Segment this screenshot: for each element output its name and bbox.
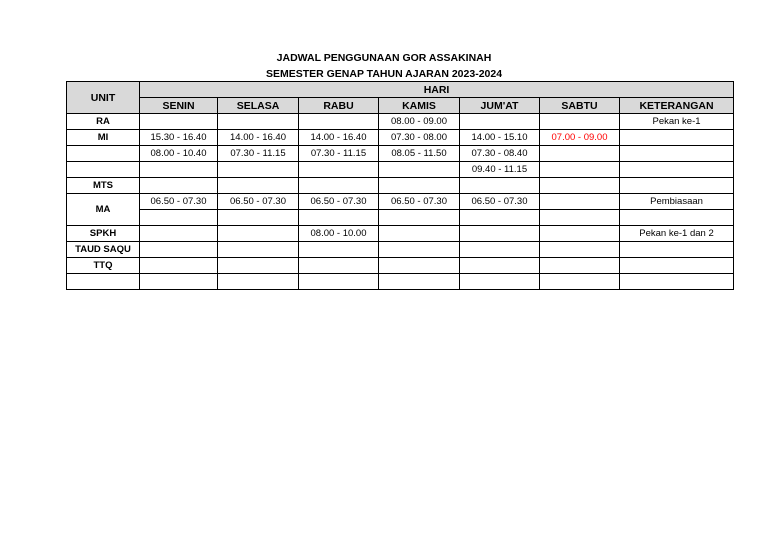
schedule-cell (140, 226, 218, 242)
unit-cell: MTS (67, 178, 140, 194)
table-row (67, 114, 734, 130)
unit-cell: TAUD SAQU (67, 242, 140, 258)
schedule-cell (460, 226, 540, 242)
note-cell (620, 210, 734, 226)
schedule-cell (460, 242, 540, 258)
schedule-cell: 08.05 - 11.50 (379, 146, 460, 162)
unit-cell (67, 162, 140, 178)
schedule-cell (460, 114, 540, 130)
schedule-cell (540, 242, 620, 258)
unit-cell: MI (67, 130, 140, 146)
schedule-cell (540, 178, 620, 194)
schedule-cell (540, 258, 620, 274)
schedule-cell (218, 162, 299, 178)
document-subtitle: SEMESTER GENAP TAHUN AJARAN 2023-2024 (265, 68, 503, 80)
schedule-cell: 07.30 - 11.15 (299, 146, 379, 162)
table-row (67, 146, 734, 162)
schedule-cell: 14.00 - 15.10 (460, 130, 540, 146)
table-row (67, 194, 734, 210)
schedule-cell: 06.50 - 07.30 (460, 194, 540, 210)
schedule-cell (299, 242, 379, 258)
schedule-cell (540, 162, 620, 178)
day-header-rabu: RABU (299, 98, 379, 114)
note-cell (620, 274, 734, 290)
schedule-cell (379, 258, 460, 274)
schedule-cell (140, 274, 218, 290)
schedule-cell (460, 258, 540, 274)
schedule-cell (218, 258, 299, 274)
table-row (67, 210, 734, 226)
schedule-cell (540, 274, 620, 290)
schedule-cell: 15.30 - 16.40 (140, 130, 218, 146)
keterangan-header: KETERANGAN (620, 98, 734, 114)
table-row (67, 226, 734, 242)
note-cell: Pembiasaan (620, 194, 734, 210)
schedule-cell (218, 178, 299, 194)
table-row (67, 130, 734, 146)
schedule-cell (299, 162, 379, 178)
unit-cell: TTQ (67, 258, 140, 274)
schedule-cell (299, 258, 379, 274)
schedule-cell (299, 210, 379, 226)
schedule-cell: 06.50 - 07.30 (140, 194, 218, 210)
schedule-table (66, 81, 734, 290)
schedule-cell: 09.40 - 11.15 (460, 162, 540, 178)
day-header-jumat: JUM'AT (460, 98, 540, 114)
note-cell (620, 146, 734, 162)
note-cell: Pekan ke-1 (620, 114, 734, 130)
schedule-cell (460, 178, 540, 194)
note-cell (620, 242, 734, 258)
schedule-cell (540, 194, 620, 210)
schedule-cell (140, 162, 218, 178)
schedule-cell: 06.50 - 07.30 (379, 194, 460, 210)
schedule-cell (460, 274, 540, 290)
schedule-cell (299, 114, 379, 130)
table-row (67, 258, 734, 274)
document-title: JADWAL PENGGUNAAN GOR ASSAKINAH (276, 52, 492, 64)
schedule-cell (379, 210, 460, 226)
unit-header: UNIT (67, 82, 140, 114)
table-row (67, 242, 734, 258)
schedule-cell (379, 274, 460, 290)
schedule-cell (540, 226, 620, 242)
day-header-senin: SENIN (140, 98, 218, 114)
day-header-sabtu: SABTU (540, 98, 620, 114)
schedule-cell (379, 178, 460, 194)
schedule-cell (379, 242, 460, 258)
schedule-cell (299, 178, 379, 194)
schedule-cell (140, 178, 218, 194)
note-cell (620, 178, 734, 194)
table-row (67, 274, 734, 290)
day-header-selasa: SELASA (218, 98, 299, 114)
schedule-cell (379, 226, 460, 242)
schedule-cell (218, 242, 299, 258)
note-cell (620, 162, 734, 178)
table-row (67, 162, 734, 178)
note-cell (620, 130, 734, 146)
schedule-cell: 14.00 - 16.40 (299, 130, 379, 146)
note-cell: Pekan ke-1 dan 2 (620, 226, 734, 242)
schedule-cell: 14.00 - 16.40 (218, 130, 299, 146)
schedule-cell (540, 210, 620, 226)
schedule-cell (140, 258, 218, 274)
schedule-cell-highlighted: 07.00 - 09.00 (540, 130, 620, 146)
schedule-cell (140, 210, 218, 226)
schedule-cell: 07.30 - 08.00 (379, 130, 460, 146)
schedule-cell (218, 226, 299, 242)
schedule-cell: 08.00 - 10.00 (299, 226, 379, 242)
table-row (67, 178, 734, 194)
hari-header: HARI (140, 82, 734, 98)
schedule-cell (540, 146, 620, 162)
day-header-kamis: KAMIS (379, 98, 460, 114)
schedule-cell: 07.30 - 08.40 (460, 146, 540, 162)
schedule-cell (218, 274, 299, 290)
unit-cell: RA (67, 114, 140, 130)
schedule-cell: 07.30 - 11.15 (218, 146, 299, 162)
schedule-cell (460, 210, 540, 226)
unit-cell: MA (67, 194, 140, 226)
schedule-cell (140, 242, 218, 258)
unit-cell (67, 274, 140, 290)
schedule-cell (218, 210, 299, 226)
unit-cell: SPKH (67, 226, 140, 242)
schedule-cell: 08.00 - 10.40 (140, 146, 218, 162)
unit-cell (67, 146, 140, 162)
note-cell (620, 258, 734, 274)
schedule-cell (379, 162, 460, 178)
schedule-cell: 08.00 - 09.00 (379, 114, 460, 130)
schedule-cell (140, 114, 218, 130)
schedule-cell (299, 274, 379, 290)
schedule-cell: 06.50 - 07.30 (218, 194, 299, 210)
schedule-cell: 06.50 - 07.30 (299, 194, 379, 210)
schedule-cell (540, 114, 620, 130)
schedule-cell (218, 114, 299, 130)
